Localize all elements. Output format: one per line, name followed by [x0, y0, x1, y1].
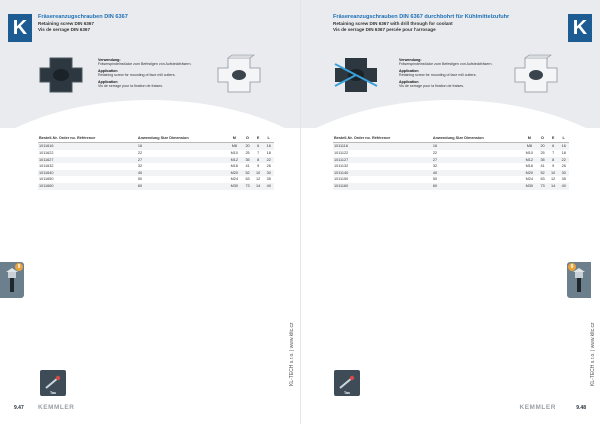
thumb-label: Tas [50, 391, 56, 395]
cell: 52 [242, 170, 253, 177]
table-row [38, 163, 274, 170]
subtitle-fr: Vis de serrage DIN 6367 [38, 27, 91, 32]
cell: 52 [537, 170, 548, 177]
cell: 22 [263, 157, 274, 164]
col-order-no: Bestell-Nr. Order no. Référence [38, 136, 137, 143]
cell: 27 [432, 157, 522, 164]
cell: 10 [548, 170, 559, 177]
right-page [300, 0, 600, 424]
cell: M30 [226, 183, 242, 190]
cell: 40 [263, 183, 274, 190]
cell: 60 [137, 183, 227, 190]
spec-table [38, 136, 274, 190]
cell: M16 [230, 164, 239, 169]
cell: 16 [432, 143, 522, 150]
cell: 18 [266, 151, 271, 155]
cell: 20 [537, 143, 548, 150]
table-row [333, 176, 569, 183]
thumb-label: Tas [344, 391, 350, 395]
cell: 9 [552, 164, 555, 169]
table-header-row [38, 136, 274, 143]
cell: 1011616 [38, 143, 137, 150]
cell: 35 [537, 157, 548, 164]
spine-text: KL-TECH s.r.o. | www.kltc.cz [289, 322, 295, 386]
cell: 1011650 [39, 177, 54, 182]
cell: 25 [540, 151, 545, 155]
cell: 1011127 [333, 157, 432, 164]
cell: 9 [257, 164, 260, 169]
usage-text-fr: Vis de serrage pour la fixation de fraises. [98, 84, 164, 89]
cell: 10 [253, 170, 264, 177]
chapter-number: 9 [15, 263, 23, 271]
cell: 1011160 [333, 183, 432, 190]
col-m: M [226, 136, 242, 143]
cell: M8 [521, 143, 537, 150]
usage-text-en: Retaining screw for mounting of face mill cutters. [98, 73, 176, 78]
chapter-number: 9 [568, 263, 576, 271]
table-header-row [333, 136, 569, 143]
table-row [38, 183, 274, 190]
cell: 22 [432, 151, 438, 155]
col-e: E [253, 136, 264, 143]
cell: 26 [266, 164, 271, 169]
cell: 40 [558, 183, 569, 190]
cell: 40 [137, 170, 227, 177]
cell: 25 [245, 151, 250, 155]
col-d: D [242, 136, 253, 143]
table-row [333, 163, 569, 170]
col-l: L [558, 136, 569, 143]
usage-text-en: Retaining screw for mounting of face mill cutters. [399, 73, 477, 78]
col-d: D [537, 136, 548, 143]
cell: 73 [242, 183, 253, 190]
table-row [333, 150, 569, 157]
cell: 40 [432, 170, 522, 177]
col-m: M [521, 136, 537, 143]
cell: 1011122 [334, 151, 349, 155]
cell: 12 [551, 177, 556, 182]
cell: M8 [226, 143, 242, 150]
cell: 32 [432, 164, 438, 169]
usage-info [98, 58, 196, 90]
cell: 35 [266, 177, 271, 182]
cell: 41 [540, 164, 545, 169]
cell: 7 [257, 151, 260, 155]
cell: M10 [525, 151, 534, 155]
brand-name: KEMMLER [519, 404, 556, 411]
cell: 22 [558, 157, 569, 164]
product-image-screw [36, 50, 86, 100]
cell: 1011622 [39, 151, 54, 155]
cell: 6 [548, 143, 559, 150]
cell: 8 [253, 157, 264, 164]
title-block [333, 14, 553, 33]
cell: 12 [256, 177, 261, 182]
cell: 1011640 [38, 170, 137, 177]
col-order-no: Bestell-Nr. Order no. Référence [333, 136, 432, 143]
cell: M10 [230, 151, 239, 155]
technical-drawing [214, 50, 264, 100]
cell: 16 [137, 143, 227, 150]
cell: 8 [548, 157, 559, 164]
table-row [38, 170, 274, 177]
title-block [38, 14, 258, 33]
usage-head-en: Application [98, 68, 118, 73]
usage-head-fr: Application [399, 79, 419, 84]
usage-info [399, 58, 497, 90]
cell: 16 [558, 143, 569, 150]
usage-text-fr: Vis de serrage pour la fixation de fraises. [399, 84, 465, 89]
cell: M20 [521, 170, 537, 177]
cell: 35 [561, 177, 566, 182]
cell: 63 [540, 177, 545, 182]
cell: 1011627 [38, 157, 137, 164]
cell: M12 [226, 157, 242, 164]
cell: 16 [263, 143, 274, 150]
cell: 1011150 [334, 177, 349, 182]
cell: 14 [253, 183, 264, 190]
col-l: L [263, 136, 274, 143]
usage-head-de: Verwendung: [98, 58, 121, 62]
subtitle-en: Retaining screw DIN 6367 [38, 21, 94, 26]
col-size: Anwendung Size Dimension [137, 136, 227, 143]
cell: 30 [263, 170, 274, 177]
cell: 41 [245, 164, 250, 169]
table-row [333, 183, 569, 190]
category-thumbnail[interactable] [334, 370, 360, 396]
category-thumbnail[interactable] [40, 370, 66, 396]
cell: 73 [537, 183, 548, 190]
usage-head-de: Verwendung: [399, 58, 422, 62]
cell: M24 [525, 177, 534, 182]
table-row [38, 143, 274, 150]
cell: M24 [230, 177, 239, 182]
brand-logo: K [8, 14, 32, 42]
usage-head-fr: Application [98, 79, 118, 84]
cell: 6 [253, 143, 264, 150]
usage-text-de: Fräserspindelnstücke zum Befestigen von Aufsteckfräsern. [399, 62, 493, 67]
cell: 50 [137, 177, 143, 182]
spec-table [333, 136, 569, 190]
page-title: Fräsereanzugschrauben DIN 6367 [38, 14, 128, 20]
table-row [38, 157, 274, 164]
cell: 63 [245, 177, 250, 182]
table-row [38, 176, 274, 183]
page-title: Fräsereanzugschrauben DIN 6367 durchbohrt für Kühlmittelzufuhr [333, 14, 510, 20]
usage-text-de: Fräserspindelnstücke zum Befestigen von Aufsteckfräsern. [98, 62, 192, 67]
cell: 50 [432, 177, 438, 182]
spine-text: KL-TECH s.r.o. | www.kltc.cz [590, 322, 596, 386]
col-size: Anwendung Size Dimension [432, 136, 522, 143]
chapter-tab[interactable] [0, 262, 24, 298]
cell: 32 [137, 164, 143, 169]
usage-head-en: Application [399, 68, 419, 73]
table-row [333, 157, 569, 164]
cell: 26 [561, 164, 566, 169]
subtitle-fr: Vis de serrage DIN 6367 percée pour l'arrosage [333, 27, 436, 32]
page-number: 9.47 [14, 405, 24, 411]
cell: 60 [432, 183, 522, 190]
cell: 1011660 [38, 183, 137, 190]
cell: M12 [521, 157, 537, 164]
cell: M30 [521, 183, 537, 190]
table-row [333, 143, 569, 150]
cell: 1011632 [39, 164, 54, 169]
product-image-screw-coolant [331, 50, 381, 100]
cell: 14 [548, 183, 559, 190]
cell: 27 [137, 157, 227, 164]
technical-drawing [511, 50, 561, 100]
cell: M20 [226, 170, 242, 177]
cell: 7 [552, 151, 555, 155]
brand-logo: K [568, 14, 592, 42]
chapter-tab[interactable] [567, 262, 591, 298]
brand-name: KEMMLER [38, 404, 75, 411]
table-row [333, 170, 569, 177]
cell: 20 [242, 143, 253, 150]
cell: 22 [137, 151, 143, 155]
table-row [38, 150, 274, 157]
page-number: 9.48 [576, 405, 586, 411]
subtitle-en: Retaining screw DIN 6367 with drill through for coolant [333, 21, 453, 26]
cell: M16 [525, 164, 534, 169]
cell: 1011116 [333, 143, 432, 150]
cell: 1011132 [334, 164, 349, 169]
cell: 30 [558, 170, 569, 177]
cell: 18 [561, 151, 566, 155]
cell: 35 [242, 157, 253, 164]
cell: 1011140 [333, 170, 432, 177]
col-e: E [548, 136, 559, 143]
